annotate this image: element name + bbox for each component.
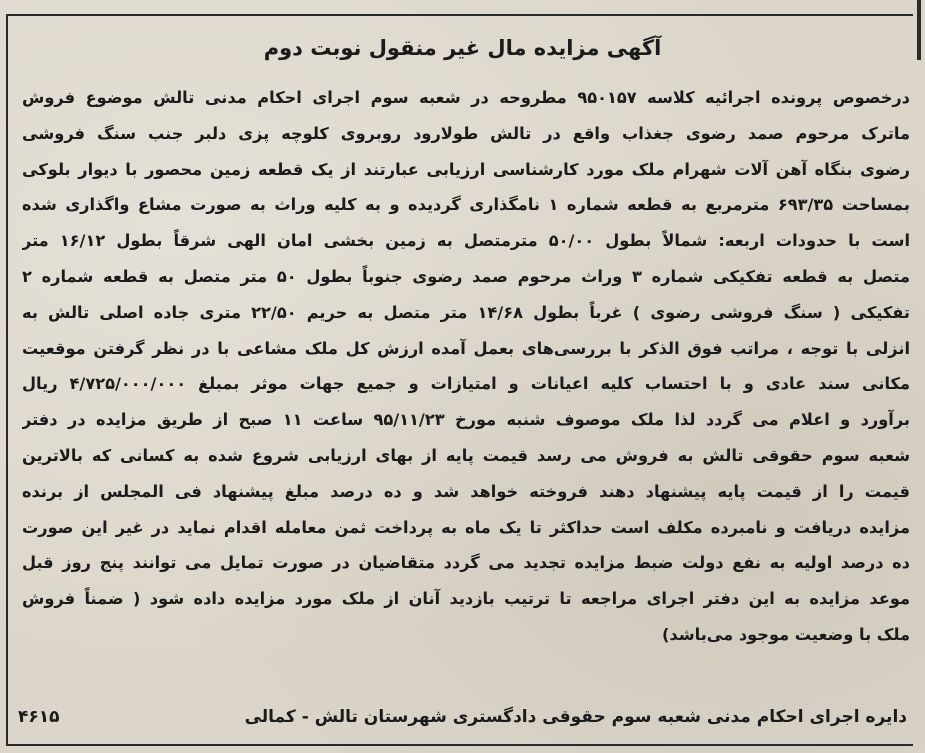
body-line: مکانی سند عادی و با احتساب کلیه اعیانات و امتیازات و جمیع جهات موثر بمبلغ ۴/۷۲۵/۰۰۰/۰۰۰ ریال (22, 374, 910, 394)
issuing-office: دایره اجرای احکام مدنی شعبه سوم حقوقی دادگستری شهرستان تالش - کمالی (244, 707, 907, 727)
notice-body (22, 80, 910, 653)
body-line: قیمت را از قیمت پایه پیشنهاد دهند فروخته خواهد شد و ده درصد مبلغ پیشنهاد فی المجلس از برنده (22, 481, 910, 501)
notice-footer (18, 707, 907, 737)
notice-title: آگهی مزایده مال غیر منقول نوبت دوم (263, 36, 662, 60)
body-line: موعد مزایده به این دفتر اجرای مراجعه تا ترتیب بازدید آنان از ملک مورد مزایده داده شود ( ضمناً فروش (22, 589, 910, 609)
body-line: انزلی با توجه ، مراتب فوق الذکر با بررسی‌های بعمل آمده ارزش کل ملک مشاعی با در نظر گرفتن موقعیت (22, 338, 910, 358)
body-line: بمساحت ۶۹۳/۳۵ مترمربع به قطعه شماره ۱ نامگذاری گردیده و به کلیه وراث به صورت مشاع واگذاری شده (22, 195, 910, 215)
body-line: است با حدودات اربعه: شمالاً بطول ۵۰/۰۰ مترمتصل به زمین بخشی امان الهی شرقاً بطول ۱۶/۱۲ متر (22, 231, 910, 251)
body-line: برآورد و اعلام می گردد لذا ملک موصوف شنبه مورخ ۹۵/۱۱/۲۳ ساعت ۱۱ صبح از طریق مزایده در دفتر (22, 410, 910, 430)
notice-code: ۴۶۱۵ (18, 707, 60, 727)
body-line: ماترک مرحوم صمد رضوی جغذاب واقع در تالش طولارود روبروی کلوچه پزی دلبر جنب سنگ فروشی (22, 123, 910, 143)
body-line: ده درصد اولیه به نفع دولت ضبط مزایده تجدید می گردد متقاضیان در صورت تمایل می توانند پنج روز قبل (22, 553, 910, 573)
body-line: رضوی بنگاه آهن آلات شهرام ملک مورد کارشناسی ارزیابی عبارتند از یک قطعه زمین محصور با دیوار بلوکی (22, 159, 910, 179)
body-line: درخصوص پرونده اجرائیه کلاسه ۹۵۰۱۵۷ مطروحه در شعبه سوم اجرای احکام مدنی تالش موضوع فروش (22, 88, 910, 107)
body-line: تفکیکی ( سنگ فروشی رضوی ) غرباً بطول ۱۴/۶۸ متر متصل به حریم ۲۲/۵۰ متری جاده اصلی تالش به (22, 302, 910, 322)
body-line: متصل به قطعه تفکیکی شماره ۳ وراث مرحوم صمد رضوی جنوباً بطول ۵۰ متر متصل به قطعه شماره ۲ (22, 266, 910, 286)
body-line: مزایده دریافت و نامبرده مکلف است حداکثر تا یک ماه به پرداخت ثمن معامله اقدام نماید در غیر این صورت (22, 517, 910, 537)
body-line: شعبه سوم حقوقی تالش به فروش می رسد قیمت پایه از بهای ارزیابی شروع شده به کسانی که بالاترین (22, 445, 910, 465)
body-line: ملک با وضعیت موجود می‌باشد) (661, 624, 910, 644)
